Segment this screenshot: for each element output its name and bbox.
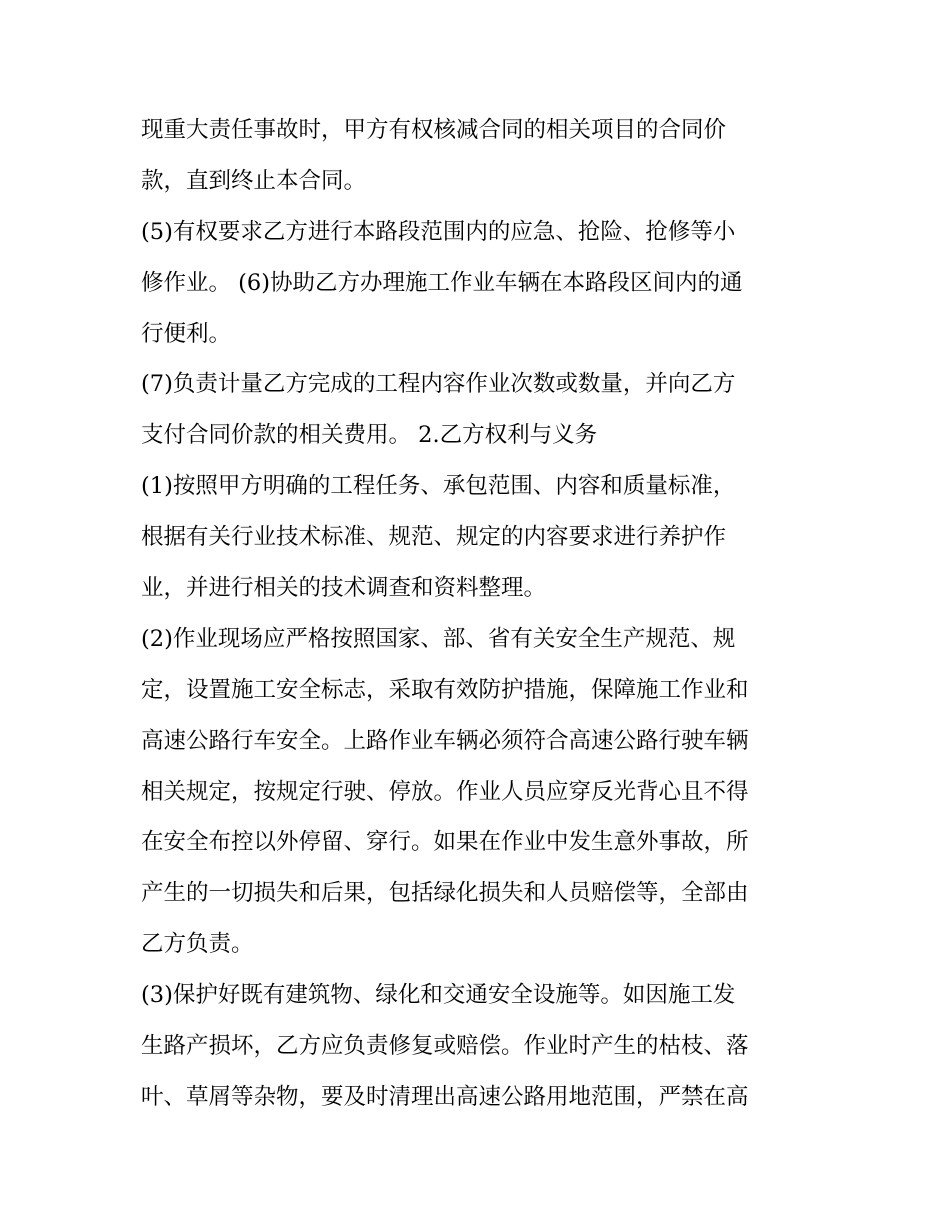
- text-line: 生路产损坏，乙方应负责修复或赔偿。作业时产生的枯枝、落: [141, 1033, 749, 1060]
- text-line: 业，并进行相关的技术调查和资料整理。: [141, 575, 547, 602]
- text-line: (1)按照甲方明确的工程任务、承包范围、内容和质量标准，: [141, 473, 736, 500]
- text-line: (7)负责计量乙方完成的工程内容作业次数或数量，并向乙方: [141, 371, 736, 398]
- text-line: 现重大责任事故时，甲方有权核减合同的相关项目的合同价: [141, 117, 727, 143]
- text-line: (5)有权要求乙方进行本路段范围内的应急、抢险、抢修等小: [141, 218, 736, 245]
- text-line: 行便利。: [141, 320, 232, 347]
- text-line: (3)保护好既有建筑物、绿化和交通安全设施等。如因施工发: [141, 982, 736, 1009]
- text-line: 在安全布控以外停留、穿行。如果在作业中发生意外事故，所: [141, 829, 749, 856]
- text-line: 款，直到终止本合同。: [141, 167, 367, 194]
- text-line: (2)作业现场应严格按照国家、部、省有关安全生产规范、规: [141, 625, 736, 652]
- contract-text-body: [141, 105, 821, 1123]
- text-line: 产生的一切损失和后果，包括绿化损失和人员赔偿等，全部由: [141, 880, 749, 907]
- text-line: 定，设置施工安全标志，采取有效防护措施，保障施工作业和: [141, 676, 749, 703]
- text-line: 叶、草屑等杂物，要及时清理出高速公路用地范围，严禁在高: [141, 1083, 749, 1110]
- text-line: 修作业。 (6)协助乙方办理施工作业车辆在本路段区间内的通: [141, 269, 743, 296]
- text-line: 高速公路行车安全。上路作业车辆必须符合高速公路行驶车辆: [141, 727, 749, 754]
- text-line: 乙方负责。: [141, 931, 254, 958]
- text-line: 根据有关行业技术标准、规范、规定的内容要求进行养护作: [141, 524, 727, 551]
- text-line: 相关规定，按规定行驶、停放。作业人员应穿反光背心且不得: [141, 778, 749, 805]
- text-line: 支付合同价款的相关费用。 2.乙方权利与义务: [141, 422, 598, 449]
